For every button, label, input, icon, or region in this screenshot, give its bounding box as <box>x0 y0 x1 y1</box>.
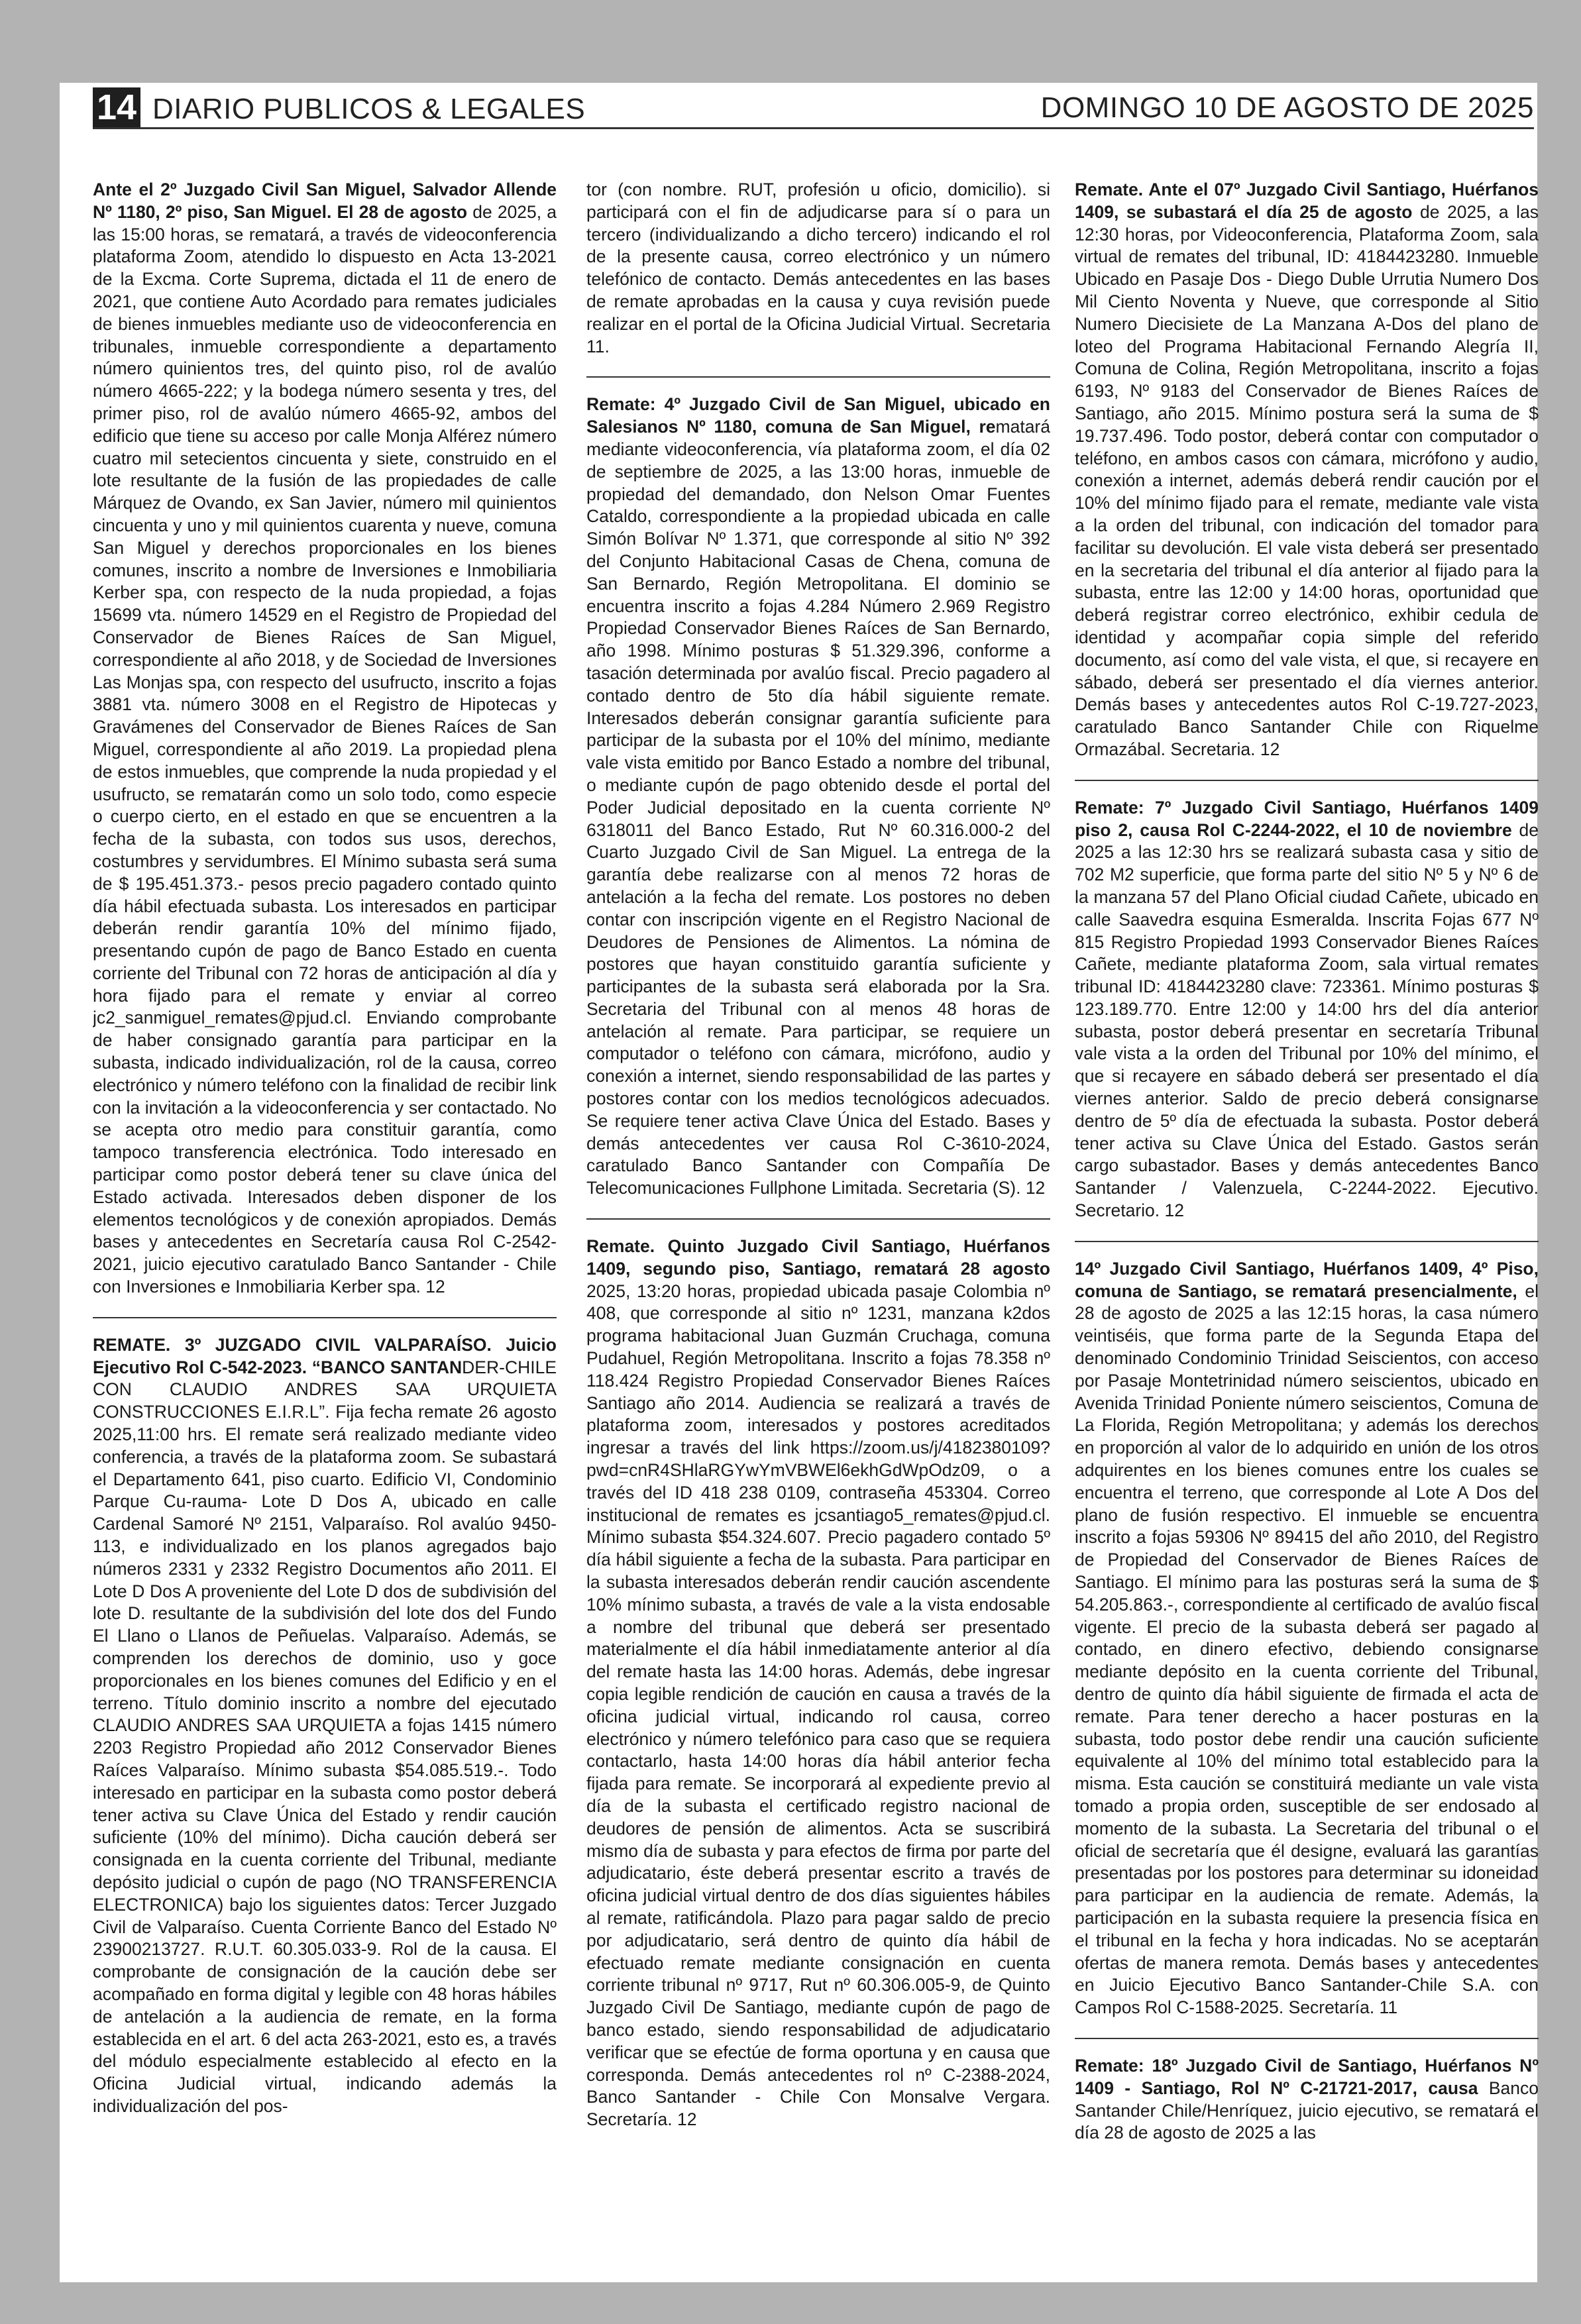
notice-body: matará mediante videoconferencia, vía plataforma zoom, el día 02 de septiembre de 2025, a las 13:00 horas, inmueble de propiedad del demandado, don Nelson Omar Fuentes Cataldo, correspondiente a la propiedad ubicada en calle Simón Bolívar Nº 1.371, que corresponde al sitio Nº 392 del Conjunto Habitacional Casas de Chena, comuna de San Bernardo, Región Metropolitana. El dominio se encuentra inscrito a fojas 4.284 Número 2.969 Registro Propiedad Conservador Bienes Raíces de San Bernardo, año 1998. Mínimo posturas $ 51.329.396, conforme a tasación determinada por avalúo fiscal. Precio pagadero al contado dentro de 5to día hábil siguiente remate. Interesados deberán consignar garantía suficiente para participar de la subasta por el 10% del mínimo, mediante vale vista emitido por Banco Estado a nombre del tribunal, o mediante cupón de pago obtenido desde el portal del Poder Judicial depositado en la cuenta corriente Nº 6318011 del Banco Estado, Rut Nº 60.316.000-2 del Cuarto Juzgado Civil de San Miguel. La entrega de la garantía debe realizarse con al menos 72 horas de antelación a la fecha del remate. Los postores no deben contar con inscripción vigente en el Registro Nacional de Deudores de Pensiones de Alimentos. La nómina de postores que hayan constituido garantía suficiente y participantes de la subasta será elaborada por la Sra. Secretaria del Tribunal con al menos 48 horas de antelación al remate. Para participar, se requiere un computador o teléfono con cámara, micrófono, audio y conexión a internet, siendo responsabilidad de las partes y postores contar con los medios tecnológicos adecuados. Se requiere tener activa Clave Única del Estado. Bases y demás antecedentes ver causa Rol C-3610-2024, caratulado Banco Santander con Compañía De Telecomunicaciones Fullphone Limitada. Secretaria (S). 12 <box>586 417 1050 1198</box>
legal-notice <box>1075 797 1539 1222</box>
notice-heading: Remate: 7º Juzgado Civil Santiago, Huérfanos 1409 piso 2, causa Rol C-2244-2022, el 10 de noviembre <box>1075 797 1539 840</box>
notice-body: de 2025 a las 12:30 hrs se realizará subasta casa y sitio de 702 M2 superficie, que forma parte del sitio Nº 5 y Nº 6 de la manzana 57 del Plano Oficial ciudad Cañete, ubicado en calle Saavedra esquina Esmeralda. Inscrita Fojas 677 Nº 815 Registro Propiedad 1993 Conservador Bienes Raíces Cañete, mediante plataforma Zoom, sala virtual remates tribunal ID: 4184423280 clave: 723361. Mínimo posturas $ 123.189.770. Entre 12:00 y 14:00 hrs del día anterior subasta, postor deberá presentar en secretaría Tribunal vale vista a la orden del Tribunal por 10% del mínimo, el que si recayere en sábado deberá ser presentado el día viernes anterior. Saldo de precio deberá consignarse dentro de 5º día de efectuada la subasta. Postor deberá tener activa su Clave Única del Estado. Gastos serán cargo subastador. Bases y demás antecedentes Banco Santander / Valenzuela, C-2244-2022. Ejecutivo. Secretario. 12 <box>1075 819 1539 1221</box>
legal-notice <box>1075 1258 1539 2019</box>
column-1 <box>93 179 557 2259</box>
notice-divider <box>586 376 1050 378</box>
notice-body: 2025, 13:20 horas, propiedad ubicada pasaje Colombia nº 408, que corresponde al sitio nº 1231, manzana k2dos programa habitacional Juan Guzmán Cruchaga, comuna Pudahuel, Región Metropolitana. Inscrito a fojas 78.358 nº 118.424 Registro Propiedad Conservador Bienes Raíces Santiago año 2014. Audiencia se realizará a través de plataforma zoom, interesados y postores acreditados ingresar a través del link https://zoom.us/j/4182380109?pwd=cnR4SHlaRGYwYmVBWEl6ekhGdWpOdz09, o a través del ID 418 238 0109, contraseña 453304. Correo institucional de remates es jcsantiago5_remates@pjud.cl. Mínimo subasta $54.324.607. Precio pagadero contado 5º día hábil siguiente a fecha de la subasta. Para participar en la subasta interesados deberán rendir caución ascendente 10% mínimo subasta, a través de vale a la vista endosable a nombre del tribunal que deberá ser presentado materialmente el día hábil inmediatamente anterior al día del remate hasta las 14:00 horas. Además, debe ingresar copia legible rendición de caución en causa a través de la oficina judicial virtual, indicando rol causa, correo electrónico y número telefónico para caso que se requiera contactarlo, hasta 14:00 horas día hábil anterior fecha fijada para remate. Se incorporará al expediente previo al día de la subasta el certificado registro nacional de deudores de pensión de alimentos. Acta se suscribirá mismo día de subasta y para efectos de firma por parte del adjudicatario, éste deberá presentar escrito a través de oficina judicial virtual dentro de dos días siguientes hábiles al remate, ratificándola. Plazo para pagar saldo de precio por adjudicatario, será dentro de quinto día hábil de efectuado remate mediante consignación en cuenta corriente tribunal nº 9717, Rut nº 60.306.005-9, de Quinto Juzgado Civil De Santiago, mediante cupón de pago de banco estado, siendo responsabilidad de adjudicatario verificar que se efectúe de forma oportuna y en causa que corresponda. Demás antecedentes rol nº C-2388-2024, Banco Santander - Chile Con Monsalve Vergara. Secretaría. 12 <box>586 1281 1050 2130</box>
notice-text <box>1075 179 1539 761</box>
notice-divider <box>586 1218 1050 1220</box>
page-header <box>93 86 1534 129</box>
notice-body: de 2025, a las 12:30 horas, por Videoconferencia, Plataforma Zoom, sala virtual de remates del tribunal, ID: 4184423280. Inmueble Ubicado en Pasaje Dos - Diego Duble Urrutia Numero Dos Mil Ciento Noventa y Nueve, que corresponde al Sitio Numero Diecisiete de La Manzana A-Dos del plano de loteo del Programa Habitacional Fernando Alegría II, Comuna de Colina, Región Metropolitana, inscrito a fojas 6193, Nº 9183 del Conservador de Bienes Raíces de Santiago, año 2015. Mínimo postura será la suma de $ 19.737.496. Todo postor, deberá contar con computador o teléfono, en ambos casos con cámara, micrófono y audio, conexión a internet, además deberá rendir caución por el 10% del mínimo fijado para el remate, mediante vale vista a la orden del tribunal, con indicación del tomador para facilitar su devolución. El vale vista deberá ser presentado en la secretaria del tribunal el día anterior al fijado para la subasta, entre las 12:00 y 14:00 horas, oportunidad que deberá registrar correo electrónico, exhibir cedula de identidad y acompañar copia simple del referido documento, así como del vale vista, el que, si recayere en sábado, deberá ser presentado el día viernes anterior. Demás bases y antecedentes autos Rol C-19.727-2023, caratulado Banco Santander Chile con Riquelme Ormazábal. Secretaria. 12 <box>1075 201 1539 759</box>
notice-text <box>586 179 1050 358</box>
notice-heading: Ante el 2º Juzgado Civil San Miguel, Salvador Allende Nº 1180, 2º piso, San Miguel. El 28 de agosto <box>93 180 557 222</box>
notice-body: el 28 de agosto de 2025 a las 12:15 horas, la casa número veintiséis, que forma parte de la Segunda Etapa del denominado Condominio Trinidad Seiscientos, con acceso por Pasaje Montetrinidad número seiscientos, ubicado en Avenida Trinidad Poniente número seiscientos, Comuna de La Florida, Región Metropolitana; y además los derechos en proporción al valor de lo adquirido en unión de los otros adquirentes en los bienes comunes entre los cuales se encuentra el terreno, que corresponde al Lote A Dos del plano de fusión respectivo. El inmueble se encuentra inscrito a fojas 59306 Nº 89415 del año 2010, del Registro de Propiedad del Conservador de Bienes Raíces de Santiago. El mínimo para las posturas será la suma de $ 54.205.863.-, correspondiente al certificado de avalúo fiscal vigente. El precio de la subasta deberá ser pagado al contado, en dinero efectivo, debiendo consignarse mediante depósito en la cuenta corriente del Tribunal, dentro de quinto día hábil siguiente de firmada el acta de remate. Para tener derecho a hacer posturas en la subasta, todo postor debe rendir una caución suficiente equivalente al 10% del mínimo total establecido para la misma. Esta caución se constituirá mediante un vale vista tomado a propia orden, susceptible de ser endosado al momento de la subasta. La Secretaria del tribunal o el oficial de secretaría que él designe, evaluará las garantías presentadas por los postores para determinar su idoneidad para participar en la audiencia de remate. Además, la participación en la subasta requiere la presencia física en el tribunal en la fecha y hora indicadas. No se aceptarán ofertas de manera remota. Demás bases y antecedentes en Juicio Ejecutivo Banco Santander-Chile S.A. con Campos Rol C-1588-2025. Secretaría. 11 <box>1075 1281 1539 2018</box>
column-2 <box>586 179 1050 2259</box>
notice-divider <box>1075 2038 1539 2039</box>
notice-body: Banco Santander Chile/Henríquez, juicio ejecutivo, se rematará el día 28 de agosto de 2025 a las <box>1075 2078 1539 2143</box>
notice-heading: Remate. Quinto Juzgado Civil Santiago, Huérfanos 1409, segundo piso, Santiago, rematará 28 agosto <box>586 1236 1050 1279</box>
notice-divider <box>1075 780 1539 781</box>
notice-text <box>586 1236 1050 2131</box>
notice-body: de 2025, a las 15:00 horas, se rematará, a través de videoconferencia plataforma Zoom, atendido lo dispuesto en Acta 13-2021 de la Excma. Corte Suprema, dictada el 11 de enero de 2021, que contiene Auto Acordado para remates judiciales de bienes inmuebles mediante uso de videoconferencia en tribunales, inmueble correspondiente a departamento número quinientos tres, del quinto piso, rol de avalúo número 4665-222; y la bodega número sesenta y tres, del primer piso, rol de avalúo número 4665-92, ambos del edificio que tiene su acceso por calle Monja Alférez número cuatro mil setecientos cincuenta y siete, construido en el lote resultante de la fusión de las propiedades de calle Márquez de Ovando, ex San Javier, número mil quinientos cincuenta y uno y mil quinientos cuarenta y nueve, comuna San Miguel y derechos proporcionales en los bienes comunes, inscrito a nombre de Inversiones e Inmobiliaria Kerber spa, con respecto de la nuda propiedad, a fojas 15699 vta. número 14529 en el Registro de Propiedad del Conservador de Bienes Raíces de San Miguel, correspondiente al año 2018, y de Sociedad de Inversiones Las Monjas spa, con respecto del usufructo, inscrito a fojas 3881 vta. número 3008 en el Registro de Hipotecas y Gravámenes del Conservador de Bienes Raíces de San Miguel, correspondiente al año 2019. La propiedad plena de estos inmuebles, que comprende la nuda propiedad y el usufructo, se rematarán como un solo todo, como especie o cuerpo cierto, en el estado en que se encuentren a la fecha de la subasta, con todos sus usos, derechos, costumbres y servidumbres. El Mínimo subasta será suma de $ 195.451.373.- pesos precio pagadero contado quinto día hábil efectuada subasta. Los interesados en participar deberán rendir garantía 10% del mínimo fijado, presentando cupón de pago de Banco Estado en cuenta corriente del Tribunal con 72 horas de anticipación al día y hora fijado para el remate y enviar al correo jc2_sanmiguel_remates@pjud.cl. Enviando comprobante de haber consignado garantía para participar en la subasta, indicado individualización, rol de la causa, correo electrónico y número teléfono con la finalidad de recibir link con la invitación a la videoconferencia y ser contactado. No se acepta otro medio para constituir garantía, como tampoco transferencia electrónica. Todo interesado en participar como postor deberá tener su clave única del Estado activada. Interesados deben disponer de los elementos tecnológicos y de conexión apropiados. Demás bases y antecedentes en Secretaría causa Rol C-2542-2021, juicio ejecutivo caratulado Banco Santander - Chile con Inversiones e Inmobiliaria Kerber spa. 12 <box>93 201 557 1297</box>
legal-notice <box>586 179 1050 358</box>
notice-text <box>586 394 1050 1200</box>
notice-heading: 14º Juzgado Civil Santiago, Huérfanos 1409, 4º Piso, comuna de Santiago, se rematará presencialmente, <box>1075 1258 1539 1301</box>
legal-notice <box>586 394 1050 1200</box>
notice-body: tor (con nombre. RUT, profesión u oficio, domicilio). si participará con el fin de adjudicarse para sí o para un tercero (individualizando a dicho tercero) indicando el rol de la presente causa, correo electrónico y un número telefónico de contacto. Demás antecedentes en las bases de remate aprobadas en la causa y cuya revisión puede realizar en el portal de la Oficina Judicial Virtual. Secretaria 11. <box>586 180 1050 356</box>
notice-text <box>93 179 557 1298</box>
page-number: 14 <box>93 87 140 127</box>
legal-notice <box>93 1334 557 2118</box>
column-3 <box>1075 179 1539 2259</box>
legal-notice <box>1075 179 1539 761</box>
notice-heading: Remate: 18º Juzgado Civil de Santiago, Huérfanos Nº 1409 - Santiago, Rol Nº C-21721-2017, causa <box>1075 2055 1539 2098</box>
publication-name: DIARIO PUBLICOS & LEGALES <box>152 93 586 125</box>
legal-notice <box>93 179 557 1298</box>
legal-notice <box>586 1236 1050 2131</box>
notice-heading: REMATE. 3º JUZGADO CIVIL VALPARAÍSO. Juicio Ejecutivo Rol C-542-2023. “BANCO SANTAN <box>93 1334 557 1377</box>
notice-text <box>1075 797 1539 1222</box>
notice-divider <box>93 1317 557 1318</box>
notice-divider <box>1075 1241 1539 1242</box>
notice-heading: Remate. Ante el 07º Juzgado Civil Santiago, Huérfanos 1409, se subastará el día 25 de agosto <box>1075 180 1539 222</box>
notice-body: DER-CHILE CON CLAUDIO ANDRES SAA URQUIETA CONSTRUCCIONES E.I.R.L”. Fija fecha remate 26 agosto 2025,11:00 hrs. El remate será realizado mediante video conferencia, a través de la plataforma zoom. Se subastará el Departamento 641, piso cuarto. Edificio VI, Condominio Parque Cu-rauma- Lote D Dos A, ubicado en calle Cardenal Samoré Nº 2151, Valparaíso. Rol avalúo 9450- 113, e individualizado en los planos agregados bajo números 2331 y 2332 Registro Documentos año 2011. El Lote D Dos A proveniente del Lote D dos de subdivisión del lote D. resultante de la subdivisión del lote dos del Fundo El Llano o Llanos de Peñuelas. Valparaíso. Además, se comprenden los derechos de dominio, uso y goce proporcionales en los bienes comunes del Edificio y en el terreno. Título dominio inscrito a nombre del ejecutado CLAUDIO ANDRES SAA URQUIETA a fojas 1415 número 2203 Registro Propiedad año 2012 Conservador Bienes Raíces Valparaíso. Mínimo subasta $54.085.519.-. Todo interesado en participar en la subasta como postor deberá tener activa su Clave Única del Estado y rendir caución suficiente (10% del mínimo). Dicha caución deberá ser consignada en la cuenta corriente del Tribunal, mediante depósito judicial o cupón de pago (NO TRANSFERENCIA ELECTRONICA) bajo los siguientes datos: Tercer Juzgado Civil de Valparaíso. Cuenta Corriente Banco del Estado Nº 23900213727. R.U.T. 60.305.033-9. Rol de la causa. El comprobante de consignación de la caución debe ser acompañado en forma digital y legible con 48 horas hábiles de antelación a la audiencia de remate, en la forma establecida en el art. 6 del acta 263-2021, esto es, a través del módulo especialmente establecido al efecto en la Oficina Judicial virtual, indicando además la individualización del pos- <box>93 1357 557 2116</box>
notice-text <box>1075 2055 1539 2144</box>
notice-text <box>93 1334 557 2118</box>
issue-date: DOMINGO 10 DE AGOSTO DE 2025 <box>1040 91 1534 124</box>
notice-heading: Remate: 4º Juzgado Civil de San Miguel, ubicado en Salesianos Nº 1180, comuna de San Miguel, re <box>586 394 1050 437</box>
legal-notice <box>1075 2055 1539 2144</box>
notice-text <box>1075 1258 1539 2019</box>
